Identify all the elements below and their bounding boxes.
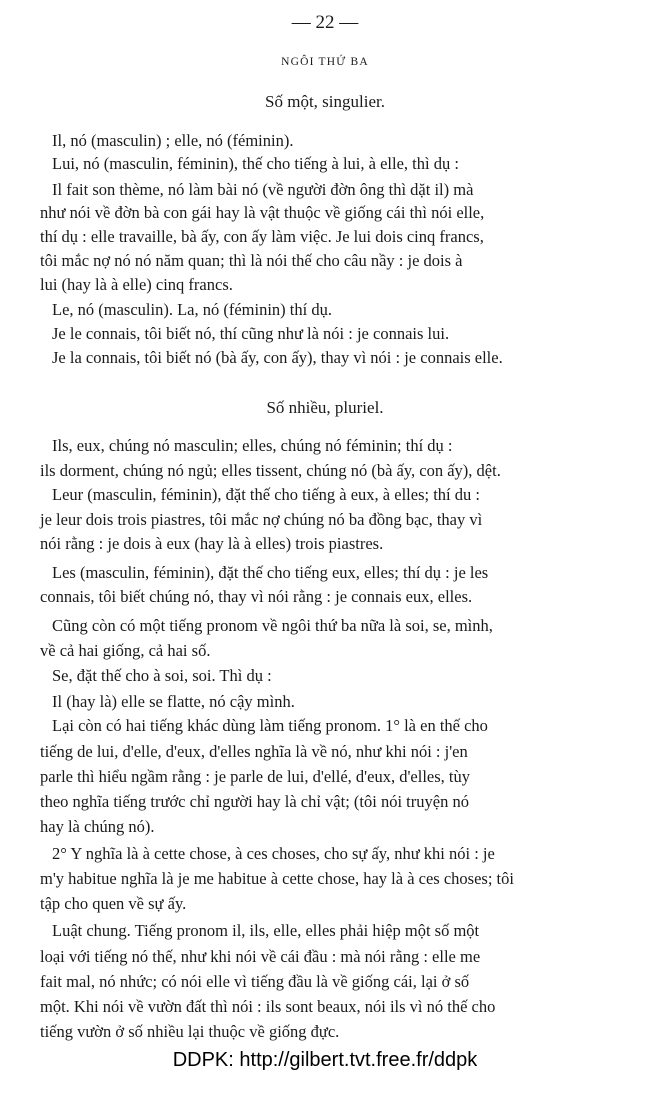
text-line: Le, nó (masculin). La, nó (féminin) thí dụ. xyxy=(52,300,332,319)
text-line: tôi mắc nợ nó nó năm quan; thì là nói thế cho câu nầy : je dois à xyxy=(40,251,463,270)
text-line: Ils, eux, chúng nó masculin; elles, chúng nó féminin; thí dụ : xyxy=(52,436,453,455)
text-line: thí dụ : elle travaille, bà ấy, con ấy làm việc. Je lui dois cinq francs, xyxy=(40,227,484,246)
text-line: Cũng còn có một tiếng pronom về ngôi thứ ba nữa là soi, se, mình, xyxy=(52,616,493,635)
text-line: je leur dois trois piastres, tôi mắc nợ chúng nó ba đồng bạc, thay vì xyxy=(40,510,483,529)
text-line: Je la connais, tôi biết nó (bà ấy, con ấy), thay vì nói : je connais elle. xyxy=(52,348,503,367)
text-line: Luật chung. Tiếng pronom il, ils, elle, elles phải hiệp một số một xyxy=(52,921,480,940)
text-line: fait mal, nó nhức; có nói elle vì tiếng đầu là về giống cái, lại ở số xyxy=(40,972,470,991)
text-line: connais, tôi biết chúng nó, thay vì nói rằng : je connais eux, elles. xyxy=(40,587,473,606)
text-line: về cả hai giống, cả hai số. xyxy=(40,641,211,660)
text-line: nói rằng : je dois à eux (hay là à elles) trois piastres. xyxy=(40,534,384,553)
footer-source-link[interactable]: DDPK: http://gilbert.tvt.free.fr/ddpk xyxy=(172,1049,478,1071)
text-line: parle thì hiểu ngầm rằng : je parle de lui, d'ellé, d'eux, d'elles, tùy xyxy=(40,767,470,786)
text-line: ils dorment, chúng nó ngủ; elles tissent, chúng nó (bà ấy, con ấy), dệt. xyxy=(40,461,501,480)
text-line: một. Khi nói về vườn đất thì nói : ils sont beaux, nói ils vì nó thế cho xyxy=(40,997,496,1016)
running-head: NGÔI THỨ BA xyxy=(281,56,369,68)
text-line: Il (hay là) elle se flatte, nó cậy mình. xyxy=(52,692,295,711)
text-line: tập cho quen về sự ấy. xyxy=(40,894,187,913)
text-line: tiếng de lui, d'elle, d'eux, d'elles nghĩa là về nó, như khi nói : j'en xyxy=(40,742,468,761)
text-line: Je le connais, tôi biết nó, thí cũng như là nói : je connais lui. xyxy=(52,324,450,343)
text-line: Lui, nó (masculin, féminin), thế cho tiếng à lui, à elle, thì dụ : xyxy=(52,154,459,173)
section-heading-plural: Số nhiều, pluriel. xyxy=(266,398,384,417)
text-line: Les (masculin, féminin), đặt thế cho tiếng eux, elles; thí dụ : je les xyxy=(52,563,489,582)
text-line: tiếng vườn ở số nhiều lại thuộc về giống đực. xyxy=(40,1022,340,1041)
text-line: Il, nó (masculin) ; elle, nó (féminin). xyxy=(52,131,294,150)
text-line: theo nghĩa tiếng trước chỉ người hay là chỉ vật; (tôi nói truyện nó xyxy=(40,792,469,811)
text-line: hay là chúng nó). xyxy=(40,817,155,836)
text-line: m'y habitue nghĩa là je me habitue à cette chose, hay là à ces choses; tôi xyxy=(40,869,514,888)
text-line: Leur (masculin, féminin), đặt thế cho tiếng à eux, à elles; thí du : xyxy=(52,485,480,504)
text-line: Lại còn có hai tiếng khác dùng làm tiếng pronom. 1° là en thế cho xyxy=(52,716,488,735)
page-number: — 22 — xyxy=(291,12,359,33)
text-line: Il fait son thème, nó làm bài nó (về người đờn ông thì dặt il) mà xyxy=(52,180,474,199)
text-line: loại với tiếng nó thế, như khi nói về cái đầu : mà nói rằng : elle me xyxy=(40,947,481,966)
text-line: Se, đặt thế cho à soi, soi. Thì dụ : xyxy=(52,666,272,685)
text-line: lui (hay là à elle) cinq francs. xyxy=(40,275,233,294)
section-heading-singular: Số một, singulier. xyxy=(265,92,385,111)
text-line: 2° Y nghĩa là à cette chose, à ces choses, cho sự ấy, như khi nói : je xyxy=(52,844,495,863)
text-line: như nói về đờn bà con gái hay là vật thuộc về giống cái thì nói elle, xyxy=(40,203,485,222)
